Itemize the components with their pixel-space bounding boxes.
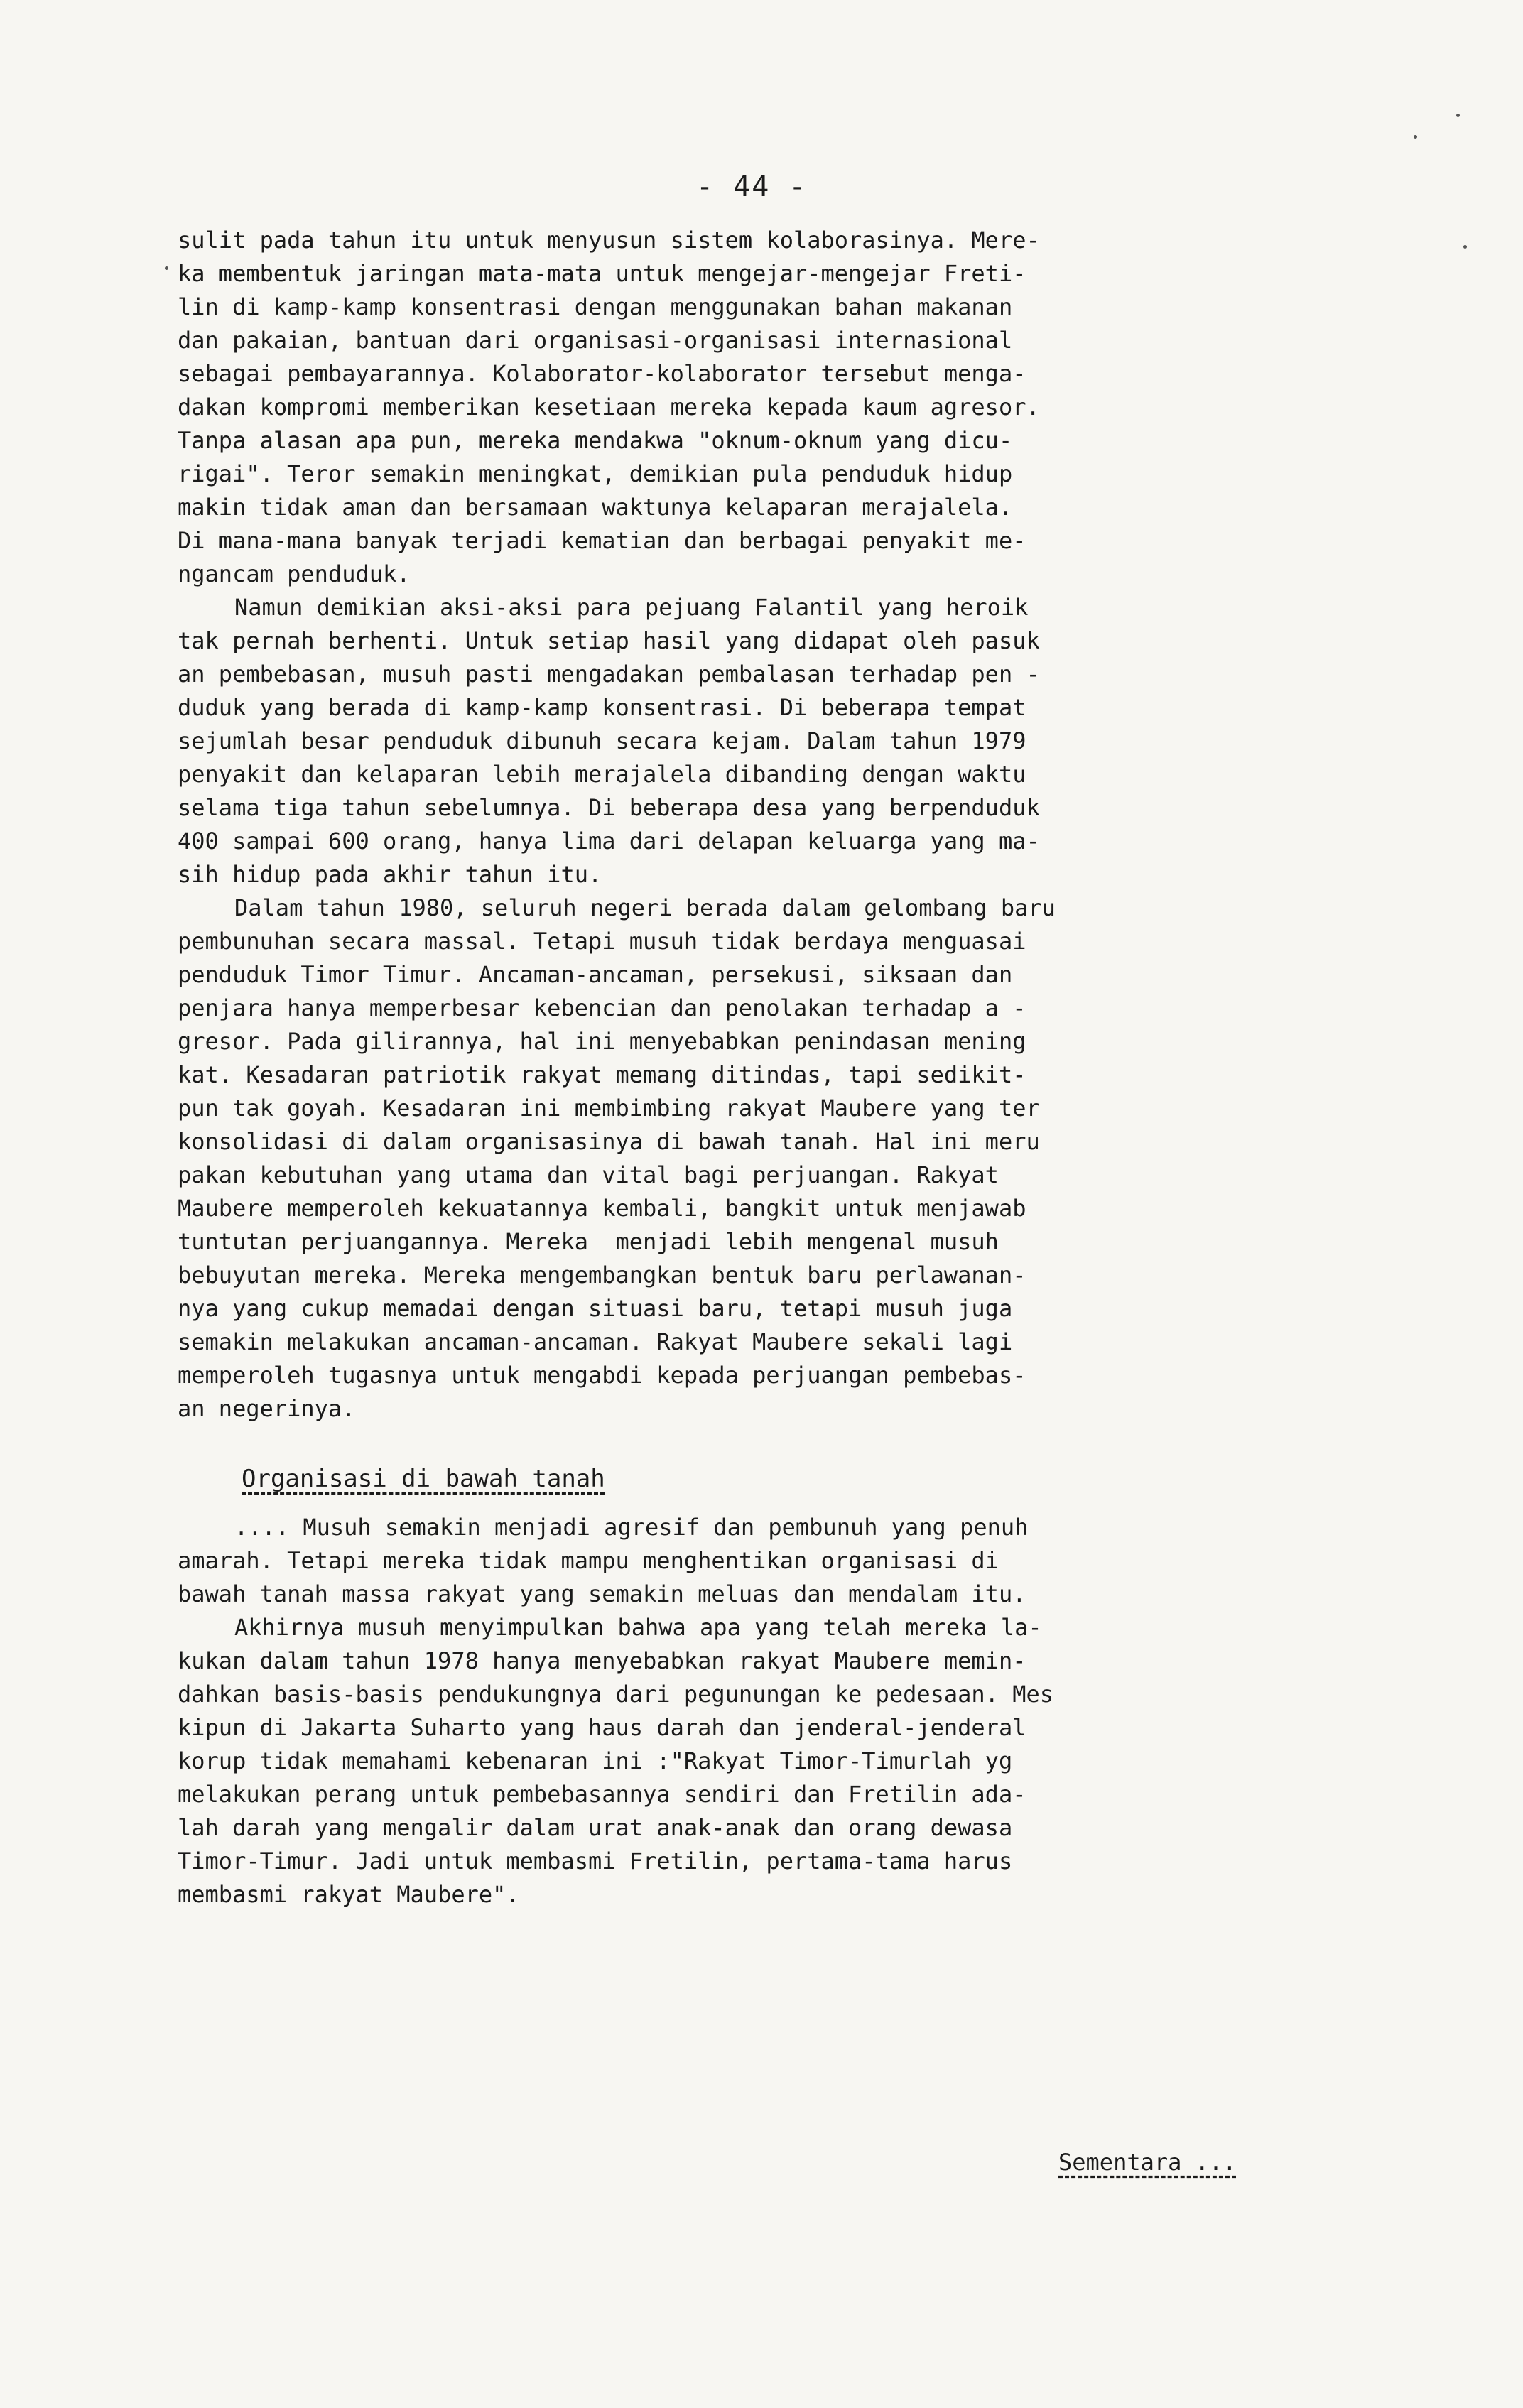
text-line: .... Musuh semakin menjadi agresif dan pembunuh yang penuh [234, 1514, 1029, 1541]
text-line: Namun demikian aksi-aksi para pejuang Falantil yang heroik [234, 594, 1029, 621]
continuation-marker: Sementara ... [1058, 2149, 1237, 2176]
text-line: rigai". Teror semakin meningkat, demikian pula penduduk hidup [178, 460, 1013, 487]
text-line: ka membentuk jaringan mata-mata untuk mengejar-mengejar Freti- [178, 260, 1026, 287]
text-line: makin tidak aman dan bersamaan waktunya kelaparan merajalela. [178, 494, 1013, 521]
scan-speck [1414, 135, 1417, 139]
text-line: korup tidak memahami kebenaran ini :"Rakyat Timor-Timurlah yg [178, 1747, 1013, 1774]
text-line: melakukan perang untuk pembebasannya sendiri dan Fretilin ada- [178, 1781, 1026, 1808]
text-line: kat. Kesadaran patriotik rakyat memang ditindas, tapi sedikit- [178, 1061, 1026, 1088]
text-line: Di mana-mana banyak terjadi kematian dan berbagai penyakit me- [178, 527, 1026, 554]
text-line: Timor-Timur. Jadi untuk membasmi Fretilin, pertama-tama harus [178, 1848, 1013, 1875]
text-line: ngancam penduduk. [178, 560, 411, 587]
text-line: 400 sampai 600 orang, hanya lima dari delapan keluarga yang ma- [178, 828, 1040, 855]
paragraph [178, 591, 1343, 891]
text-line: an negerinya. [178, 1395, 356, 1422]
text-line: kipun di Jakarta Suharto yang haus darah dan jenderal-jenderal [178, 1714, 1026, 1741]
section-heading-block [178, 1461, 1343, 1497]
text-line: pun tak goyah. Kesadaran ini membimbing rakyat Maubere yang ter [178, 1095, 1040, 1122]
text-line: Maubere memperoleh kekuatannya kembali, bangkit untuk menjawab [178, 1195, 1026, 1222]
paragraph [178, 1511, 1343, 1611]
text-line: membasmi rakyat Maubere". [178, 1881, 520, 1908]
paragraph [178, 224, 1343, 591]
text-line: dan pakaian, bantuan dari organisasi-organisasi internasional [178, 327, 1013, 354]
text-line: penjara hanya memperbesar kebencian dan penolakan terhadap a - [178, 994, 1026, 1021]
text-after-heading [178, 1511, 1343, 1911]
scan-speck [1463, 245, 1467, 249]
text-line: semakin melakukan ancaman-ancaman. Rakyat Maubere sekali lagi [178, 1328, 1013, 1355]
text-line: dahkan basis-basis pendukungnya dari pegunungan ke pedesaan. Mes [178, 1681, 1053, 1708]
text-line: lah darah yang mengalir dalam urat anak-anak dan orang dewasa [178, 1814, 1013, 1841]
text-line: tuntutan perjuangannya. Mereka menjadi lebih mengenal musuh [178, 1228, 999, 1255]
scan-speck [165, 266, 168, 270]
text-line: sulit pada tahun itu untuk menyusun sistem kolaborasinya. Mere- [178, 227, 1040, 254]
text-line: pakan kebutuhan yang utama dan vital bagi perjuangan. Rakyat [178, 1161, 999, 1188]
text-line: gresor. Pada gilirannya, hal ini menyebabkan penindasan mening [178, 1028, 1026, 1055]
text-line: konsolidasi di dalam organisasinya di bawah tanah. Hal ini meru [178, 1128, 1040, 1155]
text-line: sebagai pembayarannya. Kolaborator-kolaborator tersebut menga- [178, 360, 1026, 387]
text-line: penduduk Timor Timur. Ancaman-ancaman, persekusi, siksaan dan [178, 961, 1013, 988]
text-line: duduk yang berada di kamp-kamp konsentrasi. Di beberapa tempat [178, 694, 1026, 721]
page-number: - 44 - [696, 170, 808, 203]
text-line: Dalam tahun 1980, seluruh negeri berada dalam gelombang baru [234, 894, 1056, 921]
text-line: bawah tanah massa rakyat yang semakin meluas dan mendalam itu. [178, 1580, 1026, 1607]
paragraph [178, 1611, 1343, 1911]
text-line: tak pernah berhenti. Untuk setiap hasil yang didapat oleh pasuk [178, 627, 1040, 654]
text-line: memperoleh tugasnya untuk mengabdi kepada perjuangan pembebas- [178, 1362, 1026, 1389]
text-line: Tanpa alasan apa pun, mereka mendakwa "oknum-oknum yang dicu- [178, 427, 1013, 454]
text-line: nya yang cukup memadai dengan situasi baru, tetapi musuh juga [178, 1295, 1013, 1322]
text-line: dakan kompromi memberikan kesetiaan mereka kepada kaum agresor. [178, 394, 1040, 421]
text-line: sejumlah besar penduduk dibunuh secara kejam. Dalam tahun 1979 [178, 727, 1026, 754]
text-line: Akhirnya musuh menyimpulkan bahwa apa yang telah mereka la- [234, 1614, 1042, 1641]
text-line: penyakit dan kelaparan lebih merajalela dibanding dengan waktu [178, 761, 1026, 788]
paragraph [178, 891, 1343, 1426]
text-line: lin di kamp-kamp konsentrasi dengan menggunakan bahan makanan [178, 293, 1013, 320]
text-line: amarah. Tetapi mereka tidak mampu menghentikan organisasi di [178, 1547, 999, 1574]
body-text [178, 224, 1343, 1911]
text-line: bebuyutan mereka. Mereka mengembangkan bentuk baru perlawanan- [178, 1262, 1026, 1289]
scan-speck [1456, 114, 1460, 117]
text-line: sih hidup pada akhir tahun itu. [178, 861, 602, 888]
text-line: an pembebasan, musuh pasti mengadakan pembalasan terhadap pen - [178, 661, 1040, 688]
section-heading: Organisasi di bawah tanah [242, 1465, 605, 1493]
text-before-heading [178, 224, 1343, 1426]
text-line: pembunuhan secara massal. Tetapi musuh tidak berdaya menguasai [178, 928, 1026, 955]
text-line: selama tiga tahun sebelumnya. Di beberapa desa yang berpenduduk [178, 794, 1040, 821]
text-line: kukan dalam tahun 1978 hanya menyebabkan rakyat Maubere memin- [178, 1647, 1026, 1674]
